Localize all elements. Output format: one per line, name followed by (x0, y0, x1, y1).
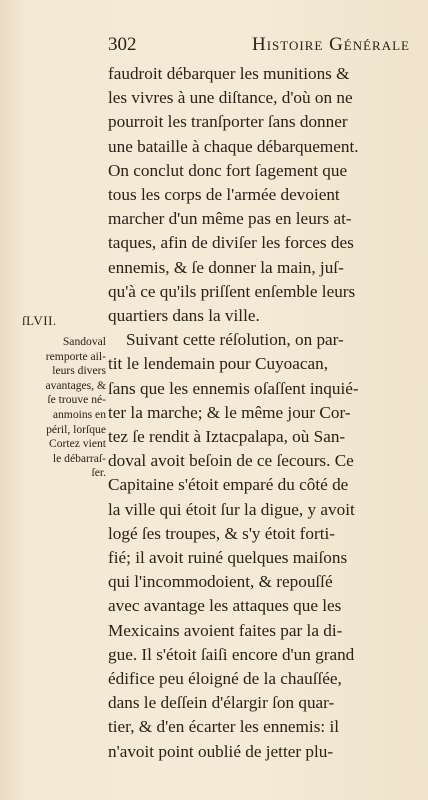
body-text (108, 62, 412, 764)
text-line: doval avoit beſoin de ce ſecours. Ce (108, 451, 354, 471)
text-line: logé ſes troupes, & s'y étoit forti- (108, 523, 335, 543)
margin-note-line: avantages, & (45, 378, 106, 392)
running-head: Histoire Générale (252, 34, 410, 55)
text-line: les vivres à une diſtance, d'où on ne (108, 88, 353, 108)
margin-note (20, 335, 106, 481)
margin-note-line: le débarraſ- (52, 451, 106, 465)
text-line: ſans que les ennemis oſaſſent inquié- (108, 378, 359, 398)
text-line: tit le lendemain pour Cuyoacan, (108, 354, 329, 374)
text-line: tez ſe rendit à Iztacpalapa, où San- (108, 427, 346, 447)
margin-note-line: leurs divers (52, 364, 106, 378)
text-line: qui l'incommodoient, & repouſſé (108, 572, 333, 592)
text-line: édifice peu éloigné de la chauſſée, (108, 669, 342, 689)
text-line: taques, afin de diviſer les forces des (108, 233, 354, 253)
text-line: faudroit débarquer les munitions & (108, 64, 350, 83)
text-line: tier, & d'en écarter les ennemis: il (108, 717, 340, 737)
text-line: n'avoit point oublié de jetter plu- (108, 741, 334, 761)
text-line: quartiers dans la ville. (108, 306, 260, 326)
margin-note-line: ſer. (91, 466, 106, 480)
margin-note-line: Cortez vient (49, 437, 106, 451)
text-line: pourroit les tranſporter ſans donner (108, 112, 348, 132)
text-line: qu'à ce qu'ils priſſent enſemble leurs (108, 281, 356, 301)
text-line: ennemis, & ſe donner la main, juſ- (108, 257, 344, 277)
text-line: On conclut donc fort ſagement que (108, 160, 348, 180)
text-line: gue. Il s'étoit ſaiſi encore d'un grand (108, 644, 355, 664)
text-line: une bataille à chaque débarquement. (108, 136, 359, 156)
text-line: Suivant cette réſolution, on par- (126, 330, 344, 350)
text-line: tous les corps de l'armée devoient (108, 185, 340, 205)
text-line: Capitaine s'étoit emparé du côté de (108, 475, 349, 495)
text-line: avec avantage les attaques que les (108, 596, 342, 616)
text-line: dans le deſſein d'élargir ſon quar- (108, 693, 335, 713)
text-line: ter la marche; & le même jour Cor- (108, 402, 351, 422)
text-line: la ville qui étoit ſur la digue, y avoit (108, 499, 355, 519)
margin-note-line: remporte ail- (45, 349, 106, 363)
margin-note-line: anmoins en (52, 407, 106, 421)
text-line: Mexicains avoient faites par la di- (108, 620, 343, 640)
margin-note-line: péril, lorſque (46, 422, 106, 436)
margin-note-line: ſe trouve né- (47, 393, 106, 407)
section-marker: ſLVII. (22, 313, 57, 328)
page-number: 302 (108, 34, 137, 55)
page-header (108, 34, 410, 56)
margin-note-line: Sandoval (62, 335, 106, 348)
text-line: fié; il avoit ruiné quelques maiſons (108, 548, 348, 568)
text-line: marcher d'un même pas en leurs at- (108, 209, 352, 229)
